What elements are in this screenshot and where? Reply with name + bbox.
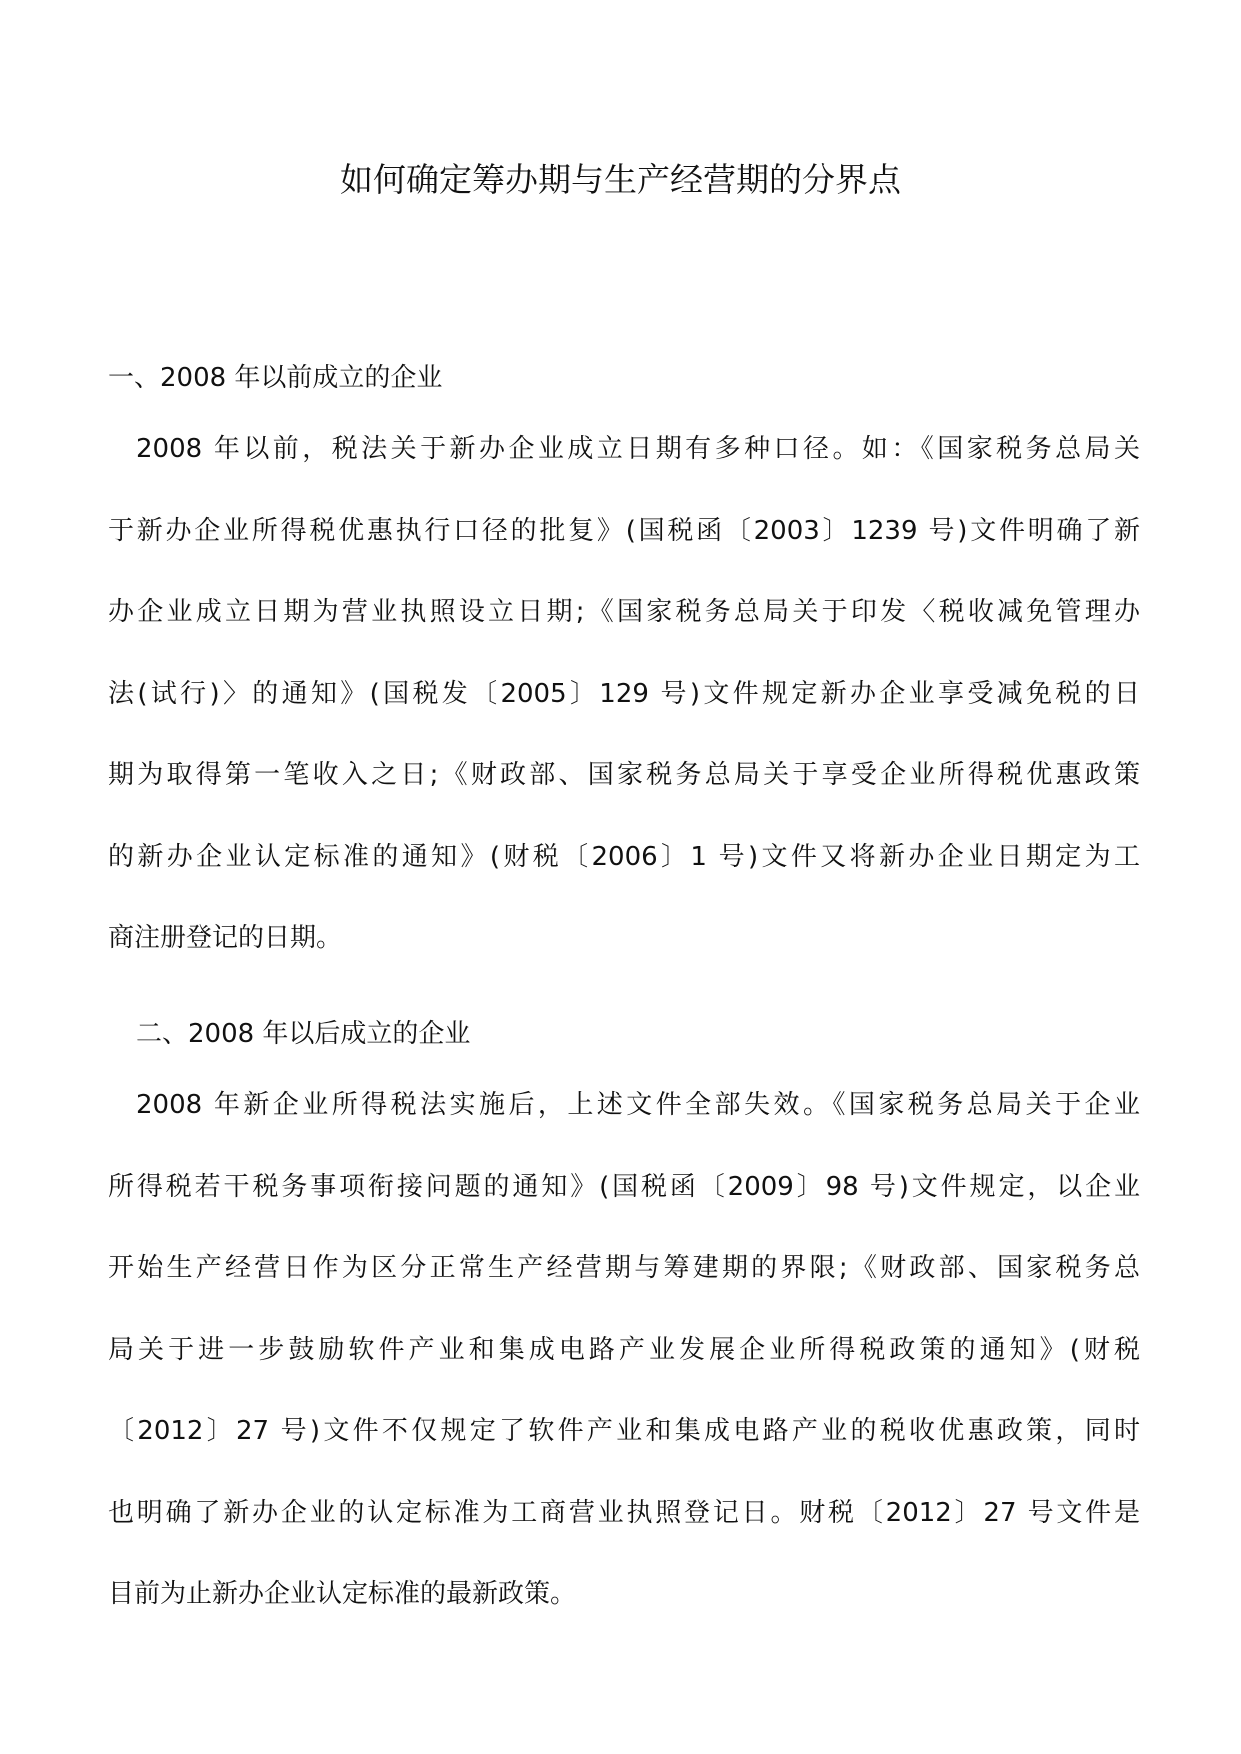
paragraph-line: 开始生产经营日作为区分正常生产经营期与筹建期的界限;《财政部、国家税务总 <box>108 1253 1140 1283</box>
paragraph-line: 〔2012〕27 号)文件不仅规定了软件产业和集成电路产业的税收优惠政策，同时 <box>108 1416 1140 1446</box>
paragraph-line: 局关于进一步鼓励软件产业和集成电路产业发展企业所得税政策的通知》(财税 <box>108 1334 1140 1365</box>
paragraph-line: 目前为止新办企业认定标准的最新政策。 <box>108 1579 577 1609</box>
section-1-paragraph <box>108 409 1140 980</box>
paragraph-line: 2008 年新企业所得税法实施后，上述文件全部失效。《国家税务总局关于企业 <box>136 1090 1140 1120</box>
section-2-paragraph <box>108 1065 1140 1636</box>
section-1-heading <box>108 338 1140 420</box>
paragraph-line: 办企业成立日期为营业执照设立日期;《国家税务总局关于印发〈税收减免管理办 <box>108 597 1140 627</box>
paragraph-line: 也明确了新办企业的认定标准为工商营业执照登记日。财税〔2012〕27 号文件是 <box>108 1497 1140 1528</box>
paragraph-line: 法(试行)〉的通知》(国税发〔2005〕129 号)文件规定新办企业享受减免税的日 <box>108 678 1140 709</box>
paragraph-line: 所得税若干税务事项衔接问题的通知》(国税函〔2009〕98 号)文件规定，以企业 <box>108 1171 1140 1202</box>
section-2-heading-text: 二、2008 年以后成立的企业 <box>136 1019 471 1049</box>
paragraph-line: 2008 年以前，税法关于新办企业成立日期有多种口径。如：《国家税务总局关 <box>136 434 1140 464</box>
paragraph-line: 商注册登记的日期。 <box>108 923 343 953</box>
paragraph-line: 于新办企业所得税优惠执行口径的批复》(国税函〔2003〕1239 号)文件明确了新 <box>108 515 1140 546</box>
paragraph-line: 期为取得第一笔收入之日;《财政部、国家税务总局关于享受企业所得税优惠政策 <box>108 760 1140 790</box>
section-1-heading-text: 一、2008 年以前成立的企业 <box>108 363 443 393</box>
section-2-heading <box>108 994 1140 1076</box>
document-title: 如何确定筹办期与生产经营期的分界点 <box>340 160 901 199</box>
paragraph-line: 的新办企业认定标准的通知》(财税〔2006〕1 号)文件又将新办企业日期定为工 <box>108 841 1140 872</box>
